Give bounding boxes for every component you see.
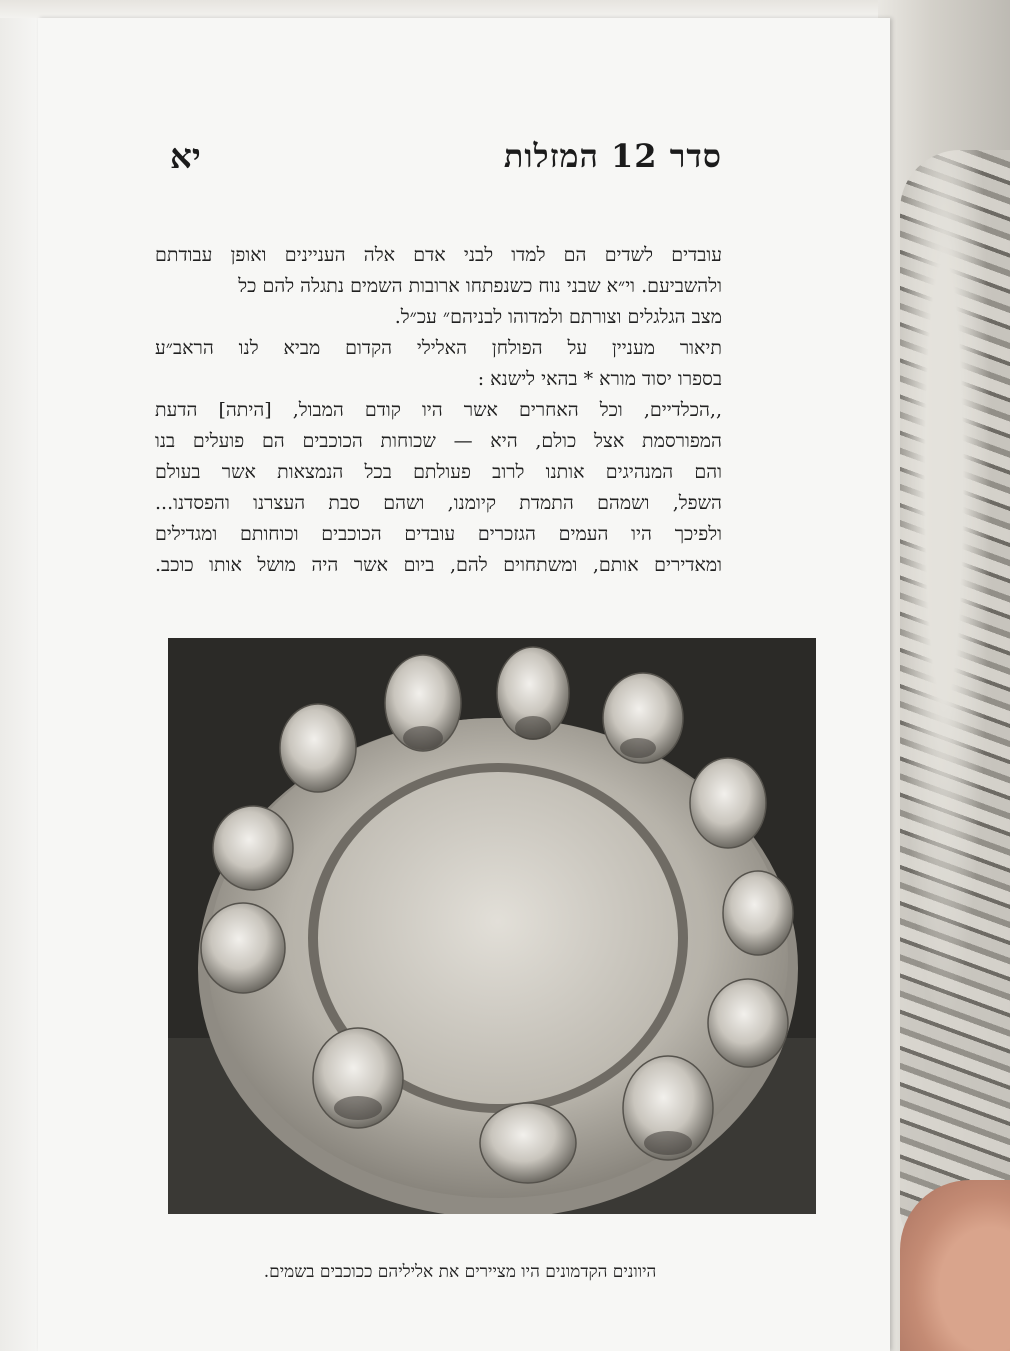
text-line: ,,הכלדיים, וכל האחרים אשר היו קודם המבול, [היתה] הדעת <box>155 399 722 421</box>
thumb <box>900 1180 1010 1351</box>
background-surface <box>0 0 40 1351</box>
background-top <box>0 0 1010 18</box>
text-line: עובדים לשדים הם למדו לבני אדם אלה העניינים ואופן עבודתם <box>155 244 722 266</box>
facing-page-photo <box>900 150 1010 1250</box>
zodiac-table-photo <box>168 638 816 1214</box>
text-line: ומאדירים אותם, ומשתחוים להם, ביום אשר היה מושל אותו כוכב. <box>155 554 722 576</box>
sculpture-illustration <box>168 638 816 1214</box>
text-line: בספרו יסוד מורא * בהאי לישנא : <box>477 368 722 390</box>
text-line: והם המנהיגים אותנו לרוב פעולתם בכל הנמצאות אשר בעולם <box>155 461 722 483</box>
photo-caption: היוונים הקדמונים היו מציירים את אליליהם ככוכבים בשמים. <box>263 1262 657 1282</box>
text-line: ולהשביעם. וי״א שבני נוח כשנפתחו ארובות השמים נתגלה להם כל <box>238 275 722 297</box>
text-line: המפורסמת אצל כולם, היא — שכוחות הכוכבים הם פועלים בנו <box>155 430 722 452</box>
text-line: תיאור מעניין על הפולחן האלילי הקדום מביא לנו הראב״ע <box>155 337 722 359</box>
text-line: ולפיכך היו העמים הגזכרים עובדים הכוכבים וכוחותם ומגדילים <box>155 523 722 545</box>
body-text <box>155 240 722 581</box>
page-header <box>170 137 722 197</box>
text-line: השפל, ושמהם התמדת קיומנו, ושהם סבת העצרנו והפסדנו... <box>155 492 722 514</box>
page-number: יא <box>170 137 201 177</box>
text-line: מצב הגלגלים וצורתם ולמדוהו לבניהם״ עכ״ל. <box>394 306 722 328</box>
chapter-title: סדר 12 המזלות <box>503 137 722 175</box>
